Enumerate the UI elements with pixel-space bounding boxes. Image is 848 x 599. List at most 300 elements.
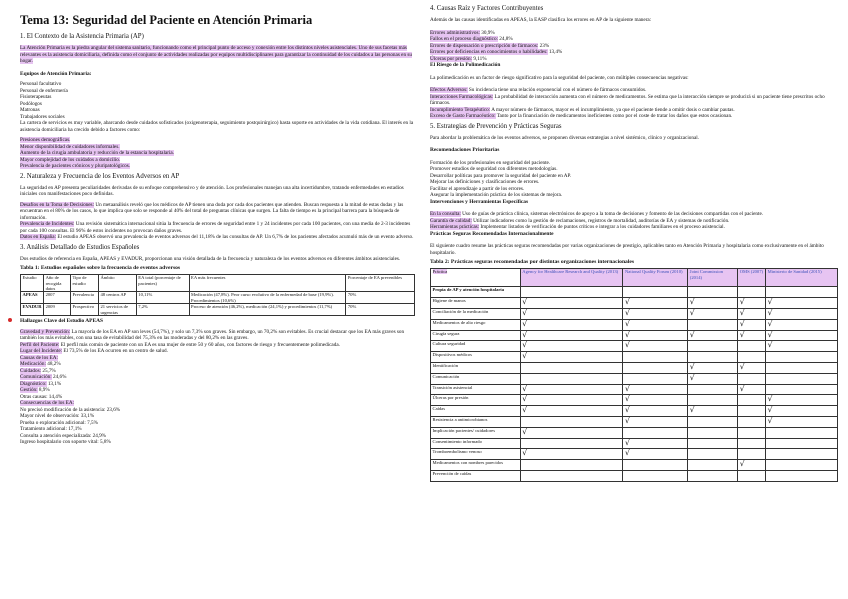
table-2-cell (738, 460, 766, 471)
check-icon: √ (624, 405, 630, 415)
check-icon: √ (767, 307, 773, 317)
check-icon: √ (739, 297, 745, 307)
table-2-cell (738, 341, 766, 352)
consequence-item: Tratamiento adicional: 17,1% (20, 426, 82, 433)
table-2-cell (738, 449, 766, 460)
findings-heading: Hallazgos Clave del Estudio APEAS (20, 317, 103, 324)
consequence-item: Consulta a atención especializada: 24,9% (20, 432, 106, 439)
tool-item: Garantía de calidad: Utilizar indicadores como la gestión de reclamaciones, registros de mortalidad, auditorías de EA y sistemas de notificación. (430, 217, 730, 224)
cause-item: Diagnóstico: 13,1% (20, 380, 62, 387)
table-2-cell (766, 352, 838, 363)
table-2-cell (766, 362, 838, 373)
recommendations-heading: Recomendaciones Prioritarias (430, 147, 500, 154)
table-2-cell (520, 287, 623, 298)
right-column (430, 0, 840, 482)
table-2-cell (766, 287, 838, 298)
check-icon: √ (522, 426, 528, 436)
practice-name: Comunicación (431, 373, 521, 384)
table-2-row (431, 449, 838, 460)
tools-list (430, 211, 840, 231)
check-icon: √ (689, 329, 695, 339)
errors-list (430, 30, 840, 63)
cause-item: Gestión: 8,9% (20, 387, 50, 394)
table-1-cell: APEAS (21, 292, 44, 304)
table-2-cell (520, 362, 623, 373)
table-2-cell (520, 449, 623, 460)
check-icon: √ (739, 307, 745, 317)
causes-list (20, 361, 415, 394)
finding-place: Lugar del Incidente: El 73,5% de los EA ocurren en un centro de salud. (20, 348, 168, 355)
table-2-cell (520, 427, 623, 438)
check-icon: √ (689, 307, 695, 317)
check-icon: √ (624, 448, 630, 458)
table-2-cell (766, 449, 838, 460)
tools-heading: Intervenciones y Herramientas Específicas (430, 198, 529, 205)
section-3-heading: 3. Análisis Detallado de Estudios Españoles (20, 243, 140, 251)
table-2-cell (623, 449, 688, 460)
table-2-cell (688, 341, 738, 352)
table-2-row (431, 406, 838, 417)
table-2-cell (688, 298, 738, 309)
check-icon: √ (739, 361, 745, 371)
table-1-header: EA más frecuentes (189, 275, 346, 292)
causes-heading: Causas de los EA: (20, 354, 58, 361)
practice-name: Identificación (431, 362, 521, 373)
table-2-header (738, 269, 766, 287)
cause-item-label: Comunicación: (20, 374, 52, 381)
table-2-cell (623, 395, 688, 406)
international-text: El siguiente cuadro resume las prácticas seguras recomendadas por varias organizaciones de prestigio, aplicables tanto en Atención Primaria y hospitalaria como exclusivamente en el ámbito hospitalario. (430, 243, 824, 256)
section-1-intro: La Atención Primaria es la piedra angular del sistema sanitario, funcionando como el principal punto de acceso y conexión entre los distintos niveles asistenciales. Uno de sus facetas más relevantes es la asistencia domiciliaria, definida como el conjunto de actividades realizadas por equipos multidisciplinares para garantizar la continuidad de los cuidados a las personas en su hogar. (20, 45, 412, 64)
table-2-cell (766, 470, 838, 481)
check-icon: √ (767, 340, 773, 350)
table-2-cell (623, 352, 688, 363)
error-item-label: Errores por deficiencias en conocimientos o habilidades: (430, 49, 548, 55)
practice-name: Resistencia a antimicrobianos (431, 416, 521, 427)
table-1-cell: 21 servicios de urgencias (98, 304, 136, 316)
check-icon: √ (739, 329, 745, 339)
table-2-row (431, 341, 838, 352)
check-icon: √ (522, 340, 528, 350)
table-2-cell (520, 406, 623, 417)
cause-item-label: Cuidados: (20, 367, 42, 374)
section-3-p1: Dos estudios de referencia en España, APEAS y EVADUR, proporcionan una visión detallada de la frecuencia y naturaleza de los eventos adversos en diferentes ámbitos asistenciales. (20, 255, 401, 262)
table-2-cell (766, 395, 838, 406)
table-2-header (623, 269, 688, 287)
error-item: Errores administrativos: 30,9% (430, 29, 495, 36)
team-item: Matronas (20, 107, 40, 114)
cause-item-label: Medicación: (20, 361, 46, 368)
recommendation-item: Formación de los profesionales en seguridad del paciente. (430, 159, 551, 166)
factors-list (20, 137, 415, 170)
polymedication-item: Interacciones Farmacológicas: La probabilidad de interacción aumenta con el número de medicamentos. Se estima que la interacción siempre se producirá si un paciente tiene prescritos ocho fármacos. (430, 93, 825, 107)
check-icon: √ (624, 329, 630, 339)
table-2-header-text: Práctica (432, 269, 448, 275)
table-2-row (431, 319, 838, 330)
cause-item: Comunicación: 24,6% (20, 374, 67, 381)
table-2-cell (738, 416, 766, 427)
check-icon: √ (522, 307, 528, 317)
check-icon: √ (689, 297, 695, 307)
table-2-cell (738, 395, 766, 406)
factor-item-text: Mayor complejidad de los cuidados a domicilio. (20, 156, 121, 163)
team-item: Personal de enfermería (20, 87, 68, 94)
consequence-item: Ingreso hospitalario con soporte vital: 5,8% (20, 439, 111, 446)
check-icon: √ (767, 329, 773, 339)
error-item-label: Errores de dispensación o prescripción de fármacos: (430, 42, 539, 49)
table-2-cell (520, 373, 623, 384)
table-2-row (431, 308, 838, 319)
section-2-p4: Datos en España: El estudio APEAS observó una prevalencia de eventos adversos del 11,18% de las consultas de AP. Un 6,7% de los pacientes afectados acumuló más de un evento adverso. (20, 234, 414, 241)
check-icon: √ (522, 329, 528, 339)
table-1-cell: 7,2% (136, 304, 189, 316)
practice-name: Higiene de manos (431, 298, 521, 309)
section-2-p2: Desafíos en la Toma de Decisiones: Un metaanálisis reveló que los médicos de AP tienen una duda por cada dos pacientes que atienden. Buscan respuesta a la mitad de estas dudas y las encuentran en el 80% de los casos, lo que implica que solo se responde al 40% del total de preguntas clínicas que surgen. La falta de tiempo es la principal barrera para la búsqueda de información. (20, 201, 404, 221)
practice-name: Conciliación de la medicación (431, 308, 521, 319)
table-2-row (431, 362, 838, 373)
check-icon: √ (522, 383, 528, 393)
table-2-cell (688, 287, 738, 298)
table-2-cell (738, 308, 766, 319)
table-2-cell (623, 319, 688, 330)
practice-name: Úlceras por presión (431, 395, 521, 406)
check-icon: √ (689, 405, 695, 415)
practice-name: Caídas (431, 406, 521, 417)
table-2-cell (738, 373, 766, 384)
table-2-row (431, 373, 838, 384)
team-item: Podólogos (20, 100, 42, 107)
error-item: Fallos en el proceso diagnóstico: 24,8% (430, 36, 513, 42)
factor-item-text: Menor disponibilidad de cuidadores informales. (20, 143, 120, 150)
table-2-row (431, 438, 838, 449)
polymedication-item-label: Interacciones Farmacológicas: (430, 93, 494, 100)
factor-item-text: Prevalencia de pacientes crónicos y pluripatológicos. (20, 163, 131, 170)
table-2-cell (688, 395, 738, 406)
table-2-cell (688, 352, 738, 363)
check-icon: √ (522, 448, 528, 458)
teams-note: La cartera de servicios es muy variable, abarcando desde cuidados sofisticados (oxigenoterapia, seguimiento postquirúrgico) hasta soporte en actividades de la vida cotidiana. El interés en la asistencia domiciliaria ha crecido debido a factores como: (20, 120, 414, 133)
check-icon: √ (739, 383, 745, 393)
table-2-cell (766, 373, 838, 384)
error-item: Errores de dispensación o prescripción de fármacos: 23% (430, 42, 550, 49)
table-2-row (431, 298, 838, 309)
table-2-cell (738, 352, 766, 363)
teams-heading: Equipos de Atención Primaria: (20, 70, 92, 77)
table-1-header: EA total (porcentaje de pacientes) (136, 275, 189, 292)
table-2-cell (623, 287, 688, 298)
table-2-cell (738, 319, 766, 330)
table-2-row (431, 427, 838, 438)
table-2-header (431, 269, 521, 287)
check-icon: √ (689, 372, 695, 382)
table-1-cell: 10,11% (136, 292, 189, 304)
polymedication-list (430, 87, 840, 120)
error-item-label: Fallos en el proceso diagnóstico: (430, 36, 498, 42)
table-2-row (431, 460, 838, 471)
table-2-cell (688, 330, 738, 341)
table-2-cell (766, 406, 838, 417)
table-2-cell (738, 470, 766, 481)
table-2-cell (738, 330, 766, 341)
recommendation-item: Desarrollar políticas para promover la seguridad del paciente en AP. (430, 172, 572, 179)
polymedication-item: Incumplimiento Terapéutico: A mayor número de fármacos, mayor es el incumplimiento, ya que el paciente tiende a omitir dosis o cambiar pautas. (430, 106, 735, 113)
cause-item: Medicación: 48,2% (20, 361, 61, 368)
practice-name: Propia de AP y atención hospitalaria (431, 287, 521, 298)
table-2-caption: Tabla 2: Prácticas seguras recomendadas por distintas organizaciones internacionales (430, 259, 635, 266)
table-2-cell (520, 384, 623, 395)
tool-item: En la consulta: Uso de guías de práctica clínica, sistemas electrónicos de apoyo a la toma de decisiones y fomento de las decisiones compartidas con el paciente. (430, 211, 764, 218)
finding-profile: Perfil del Paciente: El perfil más común de paciente con un EA es una mujer de entre 50 y 60 años, con factores de riesgo y frecuentemente polimedicada. (20, 341, 340, 348)
check-icon: √ (767, 415, 773, 425)
practice-name: Tromboembolismo venoso (431, 449, 521, 460)
table-2-cell (688, 373, 738, 384)
practice-name: Implicación pacientes/ cuidadores (431, 427, 521, 438)
table-2-row (431, 287, 838, 298)
check-icon: √ (624, 415, 630, 425)
studies-table (20, 274, 415, 316)
check-icon: √ (624, 340, 630, 350)
table-2-cell (520, 395, 623, 406)
table-2-cell (520, 470, 623, 481)
table-2-cell (520, 460, 623, 471)
consequence-item: Mayor nivel de observación: 33,1% (20, 413, 95, 420)
table-1-cell: 48 centros AP (98, 292, 136, 304)
left-column (20, 0, 415, 446)
tool-item-label: En la consulta: (430, 211, 461, 218)
table-2-cell (520, 438, 623, 449)
table-2-cell (738, 384, 766, 395)
polymedication-item-label: Incumplimiento Terapéutico: (430, 106, 491, 113)
error-item: Úlceras por presión: 9,11% (430, 55, 487, 62)
table-2-cell (766, 460, 838, 471)
table-2-cell (738, 362, 766, 373)
table-2-cell (688, 416, 738, 427)
consequences-list (20, 407, 415, 446)
practice-name: Prevención de caídas (431, 470, 521, 481)
table-2-cell (623, 373, 688, 384)
table-2-row (431, 330, 838, 341)
check-icon: √ (689, 361, 695, 371)
table-2-header-text: Joint Commission (2014) (689, 269, 724, 280)
check-icon: √ (624, 437, 630, 447)
recommendation-item: Facilitar el aprendizaje a partir de los errores. (430, 185, 525, 192)
check-icon: √ (767, 394, 773, 404)
polymedication-intro: La polimedicación es un factor de riesgo significativo para la seguridad del paciente, con múltiples consecuencias negativas: (430, 74, 689, 81)
consequence-item: Prueba o exploración adicional: 7,5% (20, 419, 98, 426)
section-2-heading: 2. Naturaleza y Frecuencia de los Eventos Adversos en AP (20, 172, 180, 180)
table-2-cell (520, 308, 623, 319)
international-heading: Prácticas Seguras Recomendadas Internacionalmente (430, 230, 554, 237)
table-2-header (520, 269, 623, 287)
table-1-row (21, 304, 415, 316)
polymedication-item: Efectos Adversos: Su incidencia tiene una relación exponencial con el número de fármacos consumidos. (430, 87, 647, 94)
check-icon: √ (522, 394, 528, 404)
table-2-cell (766, 427, 838, 438)
recommendation-item: Promover estudios de seguridad con diferentes metodologías. (430, 166, 558, 173)
table-2-cell (520, 298, 623, 309)
check-icon: √ (522, 351, 528, 361)
factor-item-text: Aumento de la cirugía ambulatoria y reducción de la estancia hospitalaria. (20, 150, 174, 157)
table-2-header (766, 269, 838, 287)
check-icon: √ (739, 318, 745, 328)
table-2-cell (520, 341, 623, 352)
table-2-cell (623, 438, 688, 449)
table-2-cell (520, 416, 623, 427)
table-1-cell: 70% (346, 304, 415, 316)
consequences-heading: Consecuencias de los EA: (20, 400, 75, 407)
table-2-cell (688, 308, 738, 319)
table-2-cell (623, 416, 688, 427)
table-1-cell: Prevalencia (70, 292, 98, 304)
table-1-header: Año de recogida datos (44, 275, 71, 292)
check-icon: √ (624, 394, 630, 404)
check-icon: √ (624, 318, 630, 328)
section-4-p1: Además de las causas identificadas en APEAS, la EASP clasifica los errores en AP de la siguiente manera: (430, 17, 652, 23)
table-2-cell (623, 470, 688, 481)
table-2-cell (738, 406, 766, 417)
check-icon: √ (767, 405, 773, 415)
table-1-cell: 2007 (44, 292, 71, 304)
table-2-cell (766, 298, 838, 309)
table-2-header-text: Agency for Healthcare Research and Quality (2013) (522, 269, 619, 275)
team-item: Personal facultativo (20, 81, 62, 88)
table-2-cell (520, 330, 623, 341)
table-1-header: Estudio (21, 275, 44, 292)
table-1-cell: Medicación (47,8%). Peor curso evolutivo de la enfermedad de base (19,9%). Procedimientos (10,6%) (189, 292, 346, 304)
table-2-cell (688, 470, 738, 481)
practice-name: Cirugía segura (431, 330, 521, 341)
table-2-row (431, 384, 838, 395)
section-2-p3: Prevalencia de Incidentes: Una revisión sistemática internacional sitúa la frecuencia de errores de seguridad entre 1 y 24 incidentes por cada 100 pacientes, con una media de 2-3 incidentes por cada 100 consultas. El 96% de estos incidentes no provocan daños graves. (20, 221, 411, 234)
polymedication-item-label: Efectos Adversos: (430, 87, 468, 94)
practice-name: Consentimiento informado (431, 438, 521, 449)
tool-item: Herramientas prácticas: Implementar listados de verificación de puntos críticos e integrar a los cuidadores familiares en el proceso asistencial. (430, 224, 725, 231)
table-2-cell (623, 298, 688, 309)
table-2-cell (688, 438, 738, 449)
table-2-cell (738, 287, 766, 298)
table-1-header: Tipo de estudio (70, 275, 98, 292)
check-icon: √ (739, 459, 745, 469)
table-2-cell (766, 308, 838, 319)
table-1-caption: Tabla 1: Estudios españoles sobre la frecuencia de eventos adversos (20, 265, 181, 272)
team-item: Trabajadores sociales (20, 113, 65, 120)
table-1-cell: Prospectivo (70, 304, 98, 316)
recommendations-list (430, 160, 840, 199)
table-1-cell: EVADUR (21, 304, 44, 316)
table-2-cell (520, 352, 623, 363)
cause-item-label: Diagnóstico: (20, 380, 47, 387)
consequence-item: No precisó modificación de la asistencia: 23,6% (20, 406, 121, 413)
page-title: Tema 13: Seguridad del Paciente en Atención Primaria (20, 13, 313, 27)
tool-item-label: Garantía de calidad: (430, 217, 472, 224)
table-2-cell (520, 319, 623, 330)
table-2-cell (738, 438, 766, 449)
table-2-cell (766, 384, 838, 395)
table-2-header-text: National Quality Forum (2010) (624, 269, 683, 275)
error-item: Errores por deficiencias en conocimientos o habilidades: 13,4% (430, 49, 563, 55)
polymedication-heading: El Riesgo de la Polimedicación (430, 62, 501, 68)
cause-item: Cuidados: 25,7% (20, 367, 56, 374)
check-icon: √ (522, 405, 528, 415)
table-1-row (21, 292, 415, 304)
check-icon: √ (522, 318, 528, 328)
table-2-cell (688, 384, 738, 395)
practice-name: Transición asistencial (431, 384, 521, 395)
table-2-cell (623, 406, 688, 417)
table-2-row (431, 416, 838, 427)
table-2-cell (766, 330, 838, 341)
table-2-cell (766, 416, 838, 427)
table-2-cell (688, 460, 738, 471)
table-2-cell (623, 460, 688, 471)
table-1-header: Ámbito (98, 275, 136, 292)
cause-item-label: Gestión: (20, 387, 38, 394)
table-2-cell (623, 362, 688, 373)
check-icon: √ (624, 297, 630, 307)
polymedication-item: Exceso de Gasto Farmacéutico: Tanto por la financiación de medicamentos ineficientes como por el coste de tratar los daños que estos ocasionan. (430, 113, 733, 120)
table-2-cell (766, 319, 838, 330)
check-icon: √ (624, 307, 630, 317)
table-2-cell (688, 319, 738, 330)
tool-item-label: Herramientas prácticas: (430, 224, 480, 231)
table-2-row (431, 352, 838, 363)
team-item: Fisioterapeutas (20, 94, 52, 101)
table-2-cell (623, 341, 688, 352)
section-5-p1: Para abordar la problemática de los eventos adversos, se proponen diversas estrategias a nivel sistémico, clínico y organizacional. (430, 134, 699, 141)
table-2-cell (623, 308, 688, 319)
table-2-cell (688, 406, 738, 417)
table-2-header-text: OMS (2007) (739, 269, 764, 275)
table-2-cell (623, 427, 688, 438)
table-2-cell (688, 362, 738, 373)
section-4-heading: 4. Causas Raíz y Factores Contribuyentes (430, 5, 544, 12)
finding-severity: Gravedad y Prevención: La mayoría de los EA en AP son leves (54,7%), y solo un 7,3% son graves. Sin embargo, un 70,2% son evitables. Es crucial destacar que los EA más graves son también los más evitables, con una tasa de evitabilidad del 75,3% en las moderadas y del 80,2% en las graves. (20, 328, 405, 342)
table-2-row (431, 470, 838, 481)
factor-item-text: Presiones demográficas. (20, 137, 71, 144)
table-2-cell (738, 427, 766, 438)
section-5-heading: 5. Estrategias de Prevención y Prácticas Seguras (430, 122, 562, 130)
table-2-cell (766, 341, 838, 352)
practice-name: Medicamentos con nombres parecidos (431, 460, 521, 471)
table-2-cell (623, 384, 688, 395)
recommendation-item: Mejorar las definiciones y clasificaciones de errores. (430, 179, 540, 186)
error-item-label: Úlceras por presión: (430, 55, 473, 62)
table-2-row (431, 395, 838, 406)
practice-name: Cultura seguridad (431, 341, 521, 352)
check-icon: √ (767, 318, 773, 328)
section-1-heading: 1. El Contexto de la Asistencia Primaria (AP) (20, 33, 144, 40)
factor-item (20, 163, 415, 170)
table-1-cell: 2009 (44, 304, 71, 316)
table-2-cell (688, 427, 738, 438)
teams-list (20, 81, 415, 120)
table-1-cell: Proceso de atención (46,2%), medicación (24,1%) y procedimientos (11,7%) (189, 304, 346, 316)
check-icon: √ (624, 383, 630, 393)
table-2-header-text: Ministerio de Sanidad (2015) (767, 269, 822, 275)
table-2-header (688, 269, 738, 287)
practice-name: Medicamentos de alto riesgo (431, 319, 521, 330)
check-icon: √ (522, 297, 528, 307)
table-2-cell (766, 438, 838, 449)
red-bullet-icon (8, 318, 12, 322)
table-2-cell (738, 298, 766, 309)
table-1-cell: 70% (346, 292, 415, 304)
table-1-header: Porcentaje de EA prevenibles (346, 275, 415, 292)
error-item-label: Errores administrativos: (430, 29, 480, 36)
recommendation-item: Asegurar la implementación práctica de los sistemas de mejora. (430, 192, 563, 199)
table-2-cell (688, 449, 738, 460)
polymedication-item-label: Exceso de Gasto Farmacéutico: (430, 113, 496, 120)
